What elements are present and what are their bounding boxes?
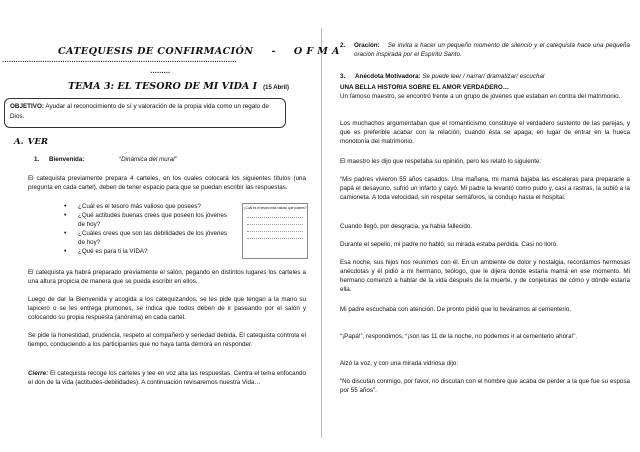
header-dash: - [271,46,276,57]
section-title: VER [27,137,49,147]
closing-label: Cierre: [28,370,49,377]
objective-text: Ayudar al reconocimiento de sí y valoración de la propia vida como un regalo de Dios. [10,103,269,120]
dotted-separator-end: ……… [150,68,171,75]
poster-line [247,231,303,232]
story-paragraph-3: El maestro les dijo que respetaba su opinión, pero les relató lo siguiente: [340,158,542,165]
poster-question: ¿Cuál es el tesoro más valioso que posees? [243,206,307,210]
paragraph-honesty: Se pide la honestidad, prudencia, respeto al compañero y seriedad debida. El catequista controla el tiempo, conduciendo a los participantes que no haya tanta demora en responder. [28,332,306,349]
lesson-title-text: TEMA 3: EL TESORO DE MI VIDA I [68,81,258,92]
paragraph-welcome: Luego de dar la Bienvenida y acogida a los catequizandos, se les pide que tengan a la mano su lapicero o se les entrega plumones, se indica que todos deben de ir paseando por el salón y colocando su propia respuesta (anónima) en cada cartel. [28,296,306,322]
story-paragraph-6: Durante el sepelio, mi padre no habló; su mirada estaba perdida. Casi no lloró. [340,241,558,248]
anecdote-text: Se puede leer / narrar/ dramatizar/ escuchar [420,73,546,80]
story-paragraph-11: “No discutan conmigo, por favor, no discutan con el hombre que acaba de perder a la que fue su esposa por 55 años”. [340,378,630,395]
header-order: O F M A [293,46,340,57]
objective-label: OBJETIVO: [10,103,44,110]
dotted-separator: …………………………………………………………………………………………… [2,57,237,64]
list-item: • ¿Qué es para ti la VIDA? [64,247,232,256]
story-paragraph-4: “Mis padres vivieron 55 años casados. Una mañana, mi mamá bajaba las escaleras para prepararle a papá el desayuno, sufrió un infarto y cayó. Mi padre la levantó como pudo y, casi a rastras, la subió a la camioneta. A toda velocidad, sin respetar semáforos, la condujo hasta el hospital. [340,176,630,202]
prayer-item [354,41,630,59]
poster-illustration [242,203,308,259]
poster-line [247,238,303,239]
story-paragraph-1: Un famoso maestro, se encontró frente a un grupo de jóvenes que estaban en contra del matrimonio. [340,93,621,100]
header-title: CATEQUESIS DE CONFIRMACIÓN [58,46,254,57]
closing-text: El catequista recoge los carteles y lee en voz alta las respuestas. Centra el tema enfocando el don de la vida (actitudes-debilidades). A continuación revisaremos nuestra Vida… [28,370,306,387]
prayer-text: Se invita a hacer un pequeño momento de silencio y el catequista hace una pequeña oración inspirada por el Espíritu Santo. [354,42,630,59]
story-title: UNA BELLA HISTORIA SOBRE EL AMOR VERDADERO… [340,84,509,91]
page-divider [321,28,322,438]
poster-line [247,224,303,225]
lesson-title [68,81,289,92]
prayer-number-wrap [340,41,354,50]
story-paragraph-8: Mi padre escuchaba con atención. De pronto pidió que lo lleváramos al cementerio. [340,306,572,313]
story-paragraph-9: “¡Papá!”, respondimos, “¡son las 11 de la noche, no podemos ir al cementerio ahora!”. [340,333,578,340]
section-heading [14,137,48,147]
anecdote-label: Anécdota Motivadora: [355,73,421,80]
list-item: • ¿Cuál es el tesoro más valioso que posees? [64,202,232,211]
prayer-label: Oración: [354,42,380,49]
welcome-value: “Dinámica del mural” [119,156,177,163]
poster-line [247,217,303,218]
story-paragraph-10: Alzó la voz, y con una mirada vidriosa dijo: [340,360,459,367]
anecdote-number: 3. [340,73,346,80]
lesson-date: (15 Abril) [263,85,289,91]
list-item: • ¿Qué actitudes buenas crees que poseen los jóvenes de hoy? [64,211,232,229]
welcome-item [34,155,294,164]
section-marker: A. [14,137,24,147]
list-item: • ¿Cuáles crees que son las debilidades de los jóvenes de hoy? [64,229,232,247]
prayer-number: 2. [340,42,346,49]
document-header [58,46,340,57]
paragraph-intro: El catequista previamente prepara 4 carteles, en los cuales colocará los siguientes títulos (una pregunta en cada cartel), deben de tener espacio para que se puedan escribir las respuestas. [28,175,306,192]
anecdote-item [340,72,630,81]
question-list [64,202,232,257]
paragraph-room: El catequista ya habrá preparado previamente el salón, pegando en distintos lugares los carteles a una altura propicia de manera que se pueda escribir en ellos. [28,269,306,286]
objective-box [4,98,286,128]
story-paragraph-5: Cuando llegó, por desgracia, ya había fallecido. [340,223,473,230]
welcome-label: Bienvenida: [49,156,85,163]
story-paragraph-7: Esa noche, sus hijos nos reunimos con él. En un ambiente de dolor y nostalgia, recordamos hermosas anécdotas y él pidió a mi hermano, teólogo, que le dijera donde estaría mamá en ese momento. Mi hermano comenzó a hablar de la vida después de la muerte, y de conjeturas de cómo y dónde estaría ella. [340,259,630,294]
welcome-number: 1. [34,156,40,163]
story-paragraph-2: Los muchachos argumentaban que el romanticismo constituye el verdadero sustento de las parejas, y que es preferible acabar con la relación, cuando ésta se apaga, en lugar de entrar en la hueca monotonía del matrimonio. [340,120,630,146]
paragraph-closing [28,369,306,387]
